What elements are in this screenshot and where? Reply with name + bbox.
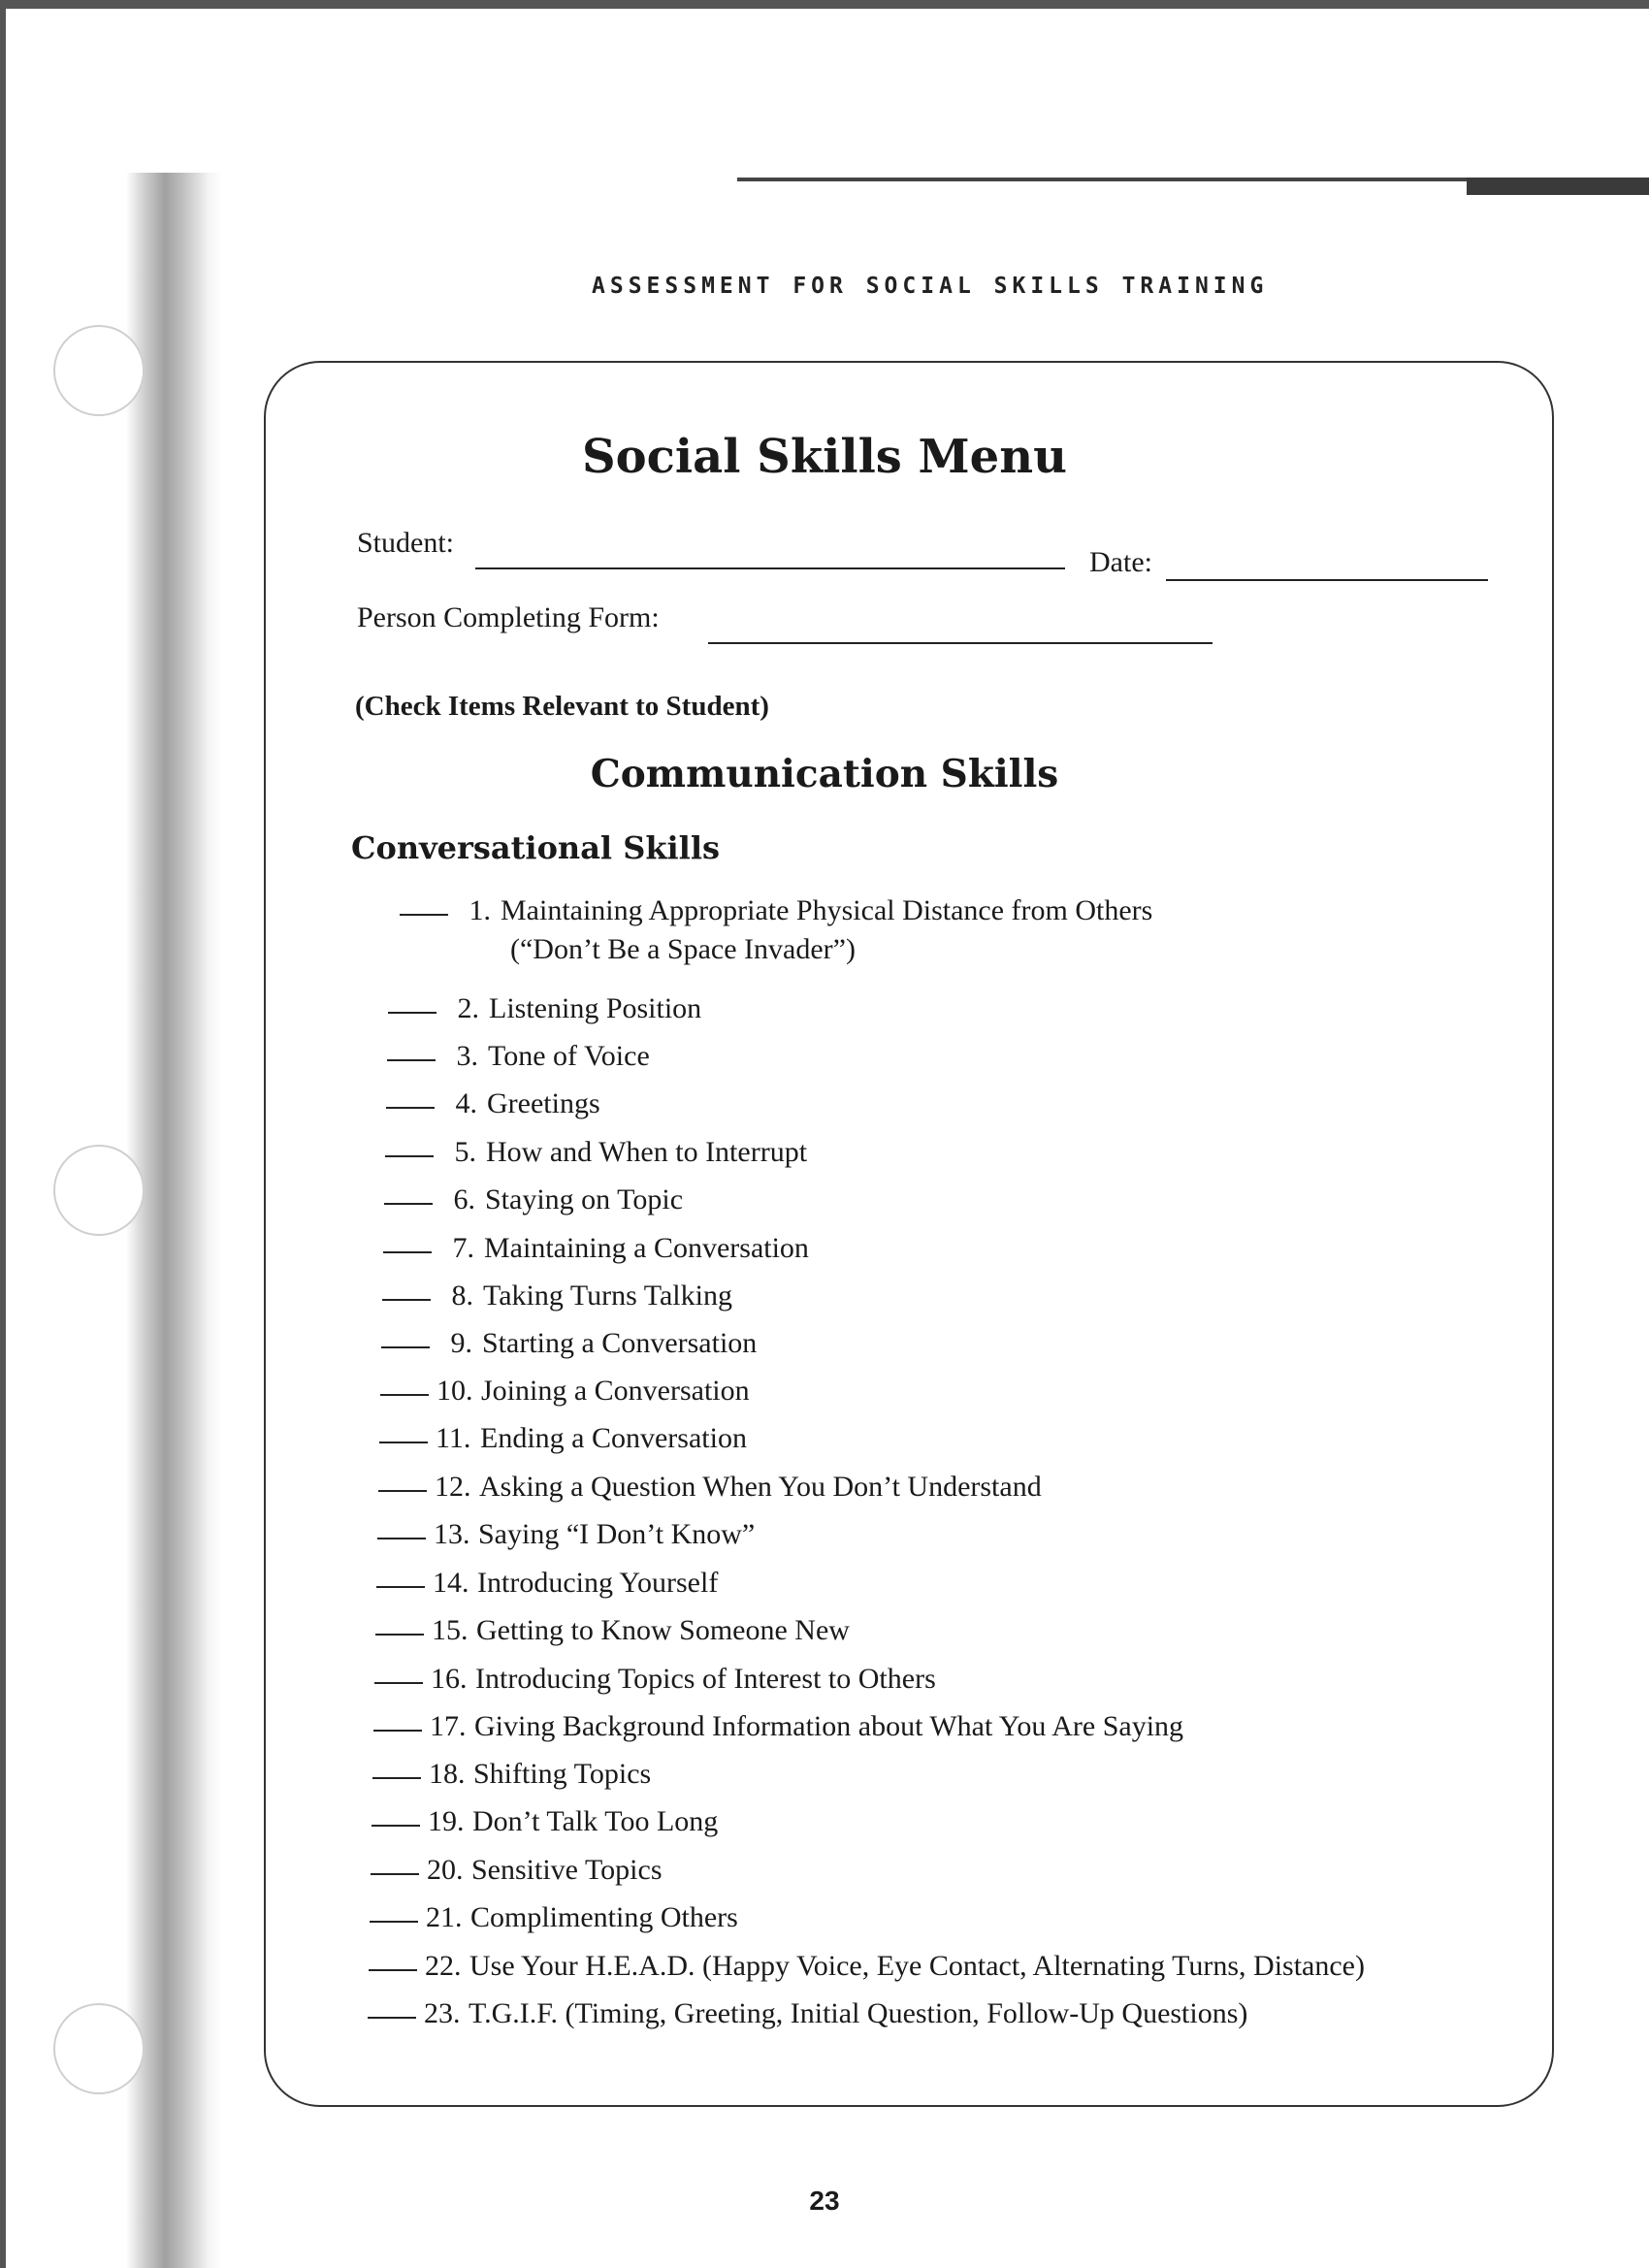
item-label: How and When to Interrupt: [486, 1136, 808, 1168]
item-label: Shifting Topics: [473, 1758, 652, 1790]
checkbox-blank[interactable]: [387, 1059, 436, 1061]
person-completing-label: Person Completing Form:: [357, 601, 660, 633]
list-item: [386, 1087, 600, 1126]
item-label: Starting a Conversation: [482, 1327, 758, 1359]
item-label: Asking a Question When You Don’t Understand: [479, 1471, 1042, 1503]
item-label: Staying on Topic: [485, 1183, 684, 1215]
running-head: ASSESSMENT FOR SOCIAL SKILLS TRAINING: [592, 274, 1269, 299]
checkbox-blank[interactable]: [369, 1969, 417, 1971]
item-label: Introducing Topics of Interest to Others: [475, 1663, 936, 1695]
list-item: [384, 1183, 683, 1222]
item-label: Listening Position: [489, 992, 702, 1024]
list-item: [381, 1327, 757, 1366]
item-number: 13.: [434, 1518, 470, 1550]
item-label: Ending a Conversation: [480, 1422, 747, 1454]
list-item: [373, 1710, 1183, 1749]
item-number: 21.: [426, 1901, 463, 1933]
subsection-title: Conversational Skills: [351, 829, 720, 866]
page-title: Social Skills Menu: [581, 430, 1067, 484]
student-label: Student:: [357, 527, 455, 559]
checkbox-blank[interactable]: [372, 1825, 420, 1827]
list-item: [387, 1040, 650, 1079]
item-number: 11.: [436, 1422, 471, 1454]
list-item: [382, 1280, 732, 1318]
list-item: [379, 1422, 747, 1461]
list-item: [372, 1805, 718, 1844]
check-instruction: (Check Items Relevant to Student): [355, 691, 769, 722]
item-number: 17.: [430, 1710, 467, 1742]
list-item: [370, 1901, 738, 1940]
item-number: 8.: [451, 1280, 473, 1312]
item-label: Sensitive Topics: [471, 1854, 663, 1886]
list-item: [371, 1854, 663, 1893]
checkbox-blank[interactable]: [388, 1012, 436, 1014]
checkbox-blank[interactable]: [380, 1394, 429, 1396]
item-label: Saying “I Don’t Know”: [478, 1518, 756, 1550]
item-number: 3.: [456, 1040, 478, 1072]
item-label: Joining a Conversation: [481, 1375, 750, 1407]
item-number: 4.: [455, 1087, 477, 1119]
list-item: [376, 1567, 718, 1605]
list-item: [378, 1471, 1042, 1509]
checkbox-blank[interactable]: [383, 1251, 432, 1253]
item-label: Introducing Yourself: [477, 1567, 719, 1599]
checkbox-blank[interactable]: [377, 1538, 426, 1539]
checkbox-blank[interactable]: [368, 2017, 416, 2019]
item-label: Complimenting Others: [470, 1901, 738, 1933]
item-label: Use Your H.E.A.D. (Happy Voice, Eye Contact, Alternating Turns, Distance): [469, 1950, 1365, 1982]
item-label: Giving Background Information about What You Are Saying: [474, 1710, 1184, 1742]
item-number: 5.: [454, 1136, 476, 1168]
list-item: [388, 992, 701, 1031]
item-number: 12.: [435, 1471, 471, 1503]
item-label: Don’t Talk Too Long: [472, 1805, 719, 1837]
page-number: 23: [809, 2186, 840, 2216]
checkbox-blank[interactable]: [385, 1155, 434, 1157]
list-item: [369, 1950, 1365, 1989]
item-number: 7.: [452, 1232, 474, 1264]
item-label: Greetings: [487, 1087, 600, 1119]
checkbox-blank[interactable]: [386, 1107, 435, 1109]
item-number: 6.: [453, 1183, 475, 1215]
item-label: Taking Turns Talking: [483, 1280, 732, 1312]
checkbox-blank[interactable]: [375, 1634, 424, 1636]
item-number: 15.: [432, 1614, 469, 1646]
list-item: [372, 1758, 651, 1797]
item-number: 23.: [424, 1997, 461, 2029]
checkbox-blank[interactable]: [376, 1586, 425, 1588]
list-item: [374, 1663, 936, 1701]
item-label: T.G.I.F. (Timing, Greeting, Initial Question, Follow-Up Questions): [469, 1997, 1248, 2029]
list-item: [385, 1136, 807, 1175]
list-item: [375, 1614, 850, 1653]
list-item: [368, 1997, 1247, 2036]
item-number: 1.: [469, 894, 491, 926]
checkbox-blank[interactable]: [382, 1299, 431, 1301]
date-label: Date:: [1089, 546, 1152, 578]
item-number: 2.: [457, 992, 479, 1024]
list-item: [377, 1518, 755, 1557]
checkbox-blank[interactable]: [370, 1921, 418, 1923]
item-label: Maintaining Appropriate Physical Distance from Others: [501, 894, 1153, 926]
item-number: 18.: [429, 1758, 466, 1790]
checkbox-blank[interactable]: [372, 1777, 421, 1779]
item-number: 14.: [433, 1567, 469, 1599]
checkbox-blank[interactable]: [400, 914, 448, 916]
checkbox-blank[interactable]: [378, 1490, 427, 1492]
item-number: 19.: [428, 1805, 465, 1837]
item-number: 22.: [425, 1950, 462, 1982]
checkbox-blank[interactable]: [381, 1346, 430, 1348]
item-number: 9.: [450, 1327, 472, 1359]
checkbox-blank[interactable]: [379, 1442, 428, 1443]
checkbox-blank[interactable]: [384, 1203, 433, 1205]
checkbox-blank[interactable]: [373, 1730, 422, 1732]
item-label: Tone of Voice: [488, 1040, 650, 1072]
item-number: 10.: [436, 1375, 473, 1407]
list-item: [383, 1232, 809, 1271]
section-title: Communication Skills: [590, 752, 1059, 796]
list-item: [400, 894, 1153, 965]
item-label: Getting to Know Someone New: [476, 1614, 850, 1646]
item-number: 16.: [431, 1663, 468, 1695]
item-number: 20.: [427, 1854, 464, 1886]
checkbox-blank[interactable]: [371, 1873, 419, 1875]
item-label-continuation: (“Don’t Be a Space Invader”): [510, 933, 856, 965]
checkbox-blank[interactable]: [374, 1682, 423, 1684]
item-label: Maintaining a Conversation: [484, 1232, 809, 1264]
list-item: [380, 1375, 750, 1413]
